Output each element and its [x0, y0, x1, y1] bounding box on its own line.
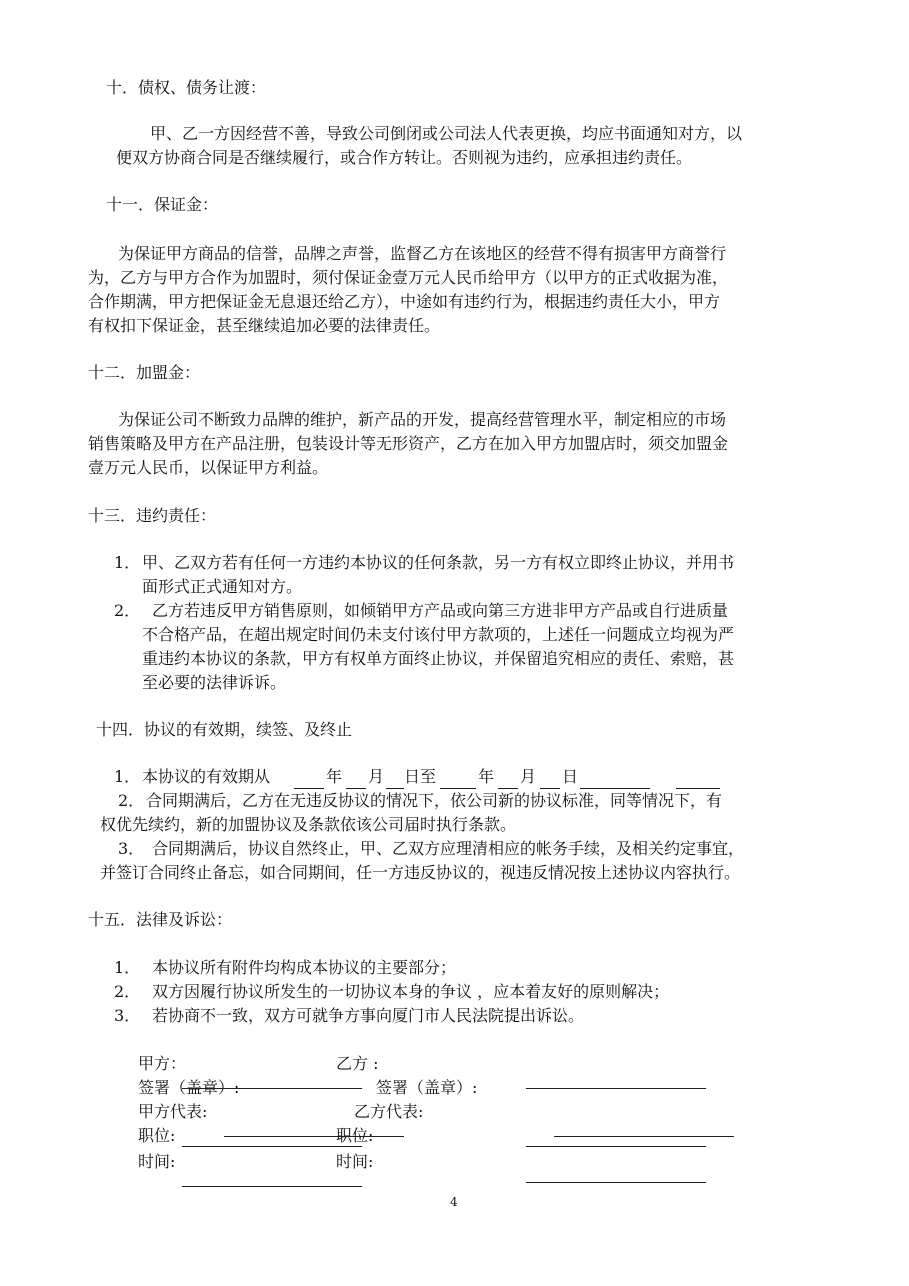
section-12-line-2: 销售策略及甲方在产品注册，包装设计等无形资产，乙方在加入甲方加盟店时，须交加盟金 — [88, 434, 729, 453]
party-b-time-label: 时间: — [336, 1152, 374, 1171]
section-14-item-2-line-1: 合同期满后，乙方在无违反协议的情况下，依公司新的协议标准，同等情况下，有 — [146, 791, 723, 810]
party-a-position-line — [224, 1136, 404, 1137]
section-10-line-2: 便双方协商合同是否继续履行，或合作方转让。否则视为违约，应承担违约责任。 — [116, 148, 693, 167]
section-14-item-2-number: 2． — [118, 791, 145, 810]
party-a-position-label: 职位: — [138, 1126, 176, 1145]
section-11-line-1: 为保证甲方商品的信誉，品牌之声誉，监督乙方在该地区的经营不得有损害甲方商誉行 — [118, 244, 727, 263]
section-13-item-2-line-4: 至必要的法律诉诉。 — [142, 673, 287, 692]
section-13-item-1-line-1: 甲、乙双方若有任何一方违约本协议的任何条款，另一方有权立即终止协议，并用书 — [142, 553, 735, 572]
section-13-item-1-line-2: 面形式正式通知对方。 — [142, 577, 303, 596]
party-b-sign-line — [526, 1088, 706, 1089]
section-15-item-1-number: 1． — [114, 958, 141, 977]
section-13-item-2-line-2: 不合格产品，在超出规定时间仍未支付该付甲方款项的，上述任一问题成立均视为严 — [142, 625, 735, 644]
section-14-item-2-line-2: 权优先续约，新的加盟协议及条款依该公司届时执行条款。 — [100, 815, 517, 834]
section-12-line-1: 为保证公司不断致力品牌的维护，新产品的开发，提高经营管理水平，制定相应的市场 — [118, 410, 727, 429]
section-14-heading: 十四．协议的有效期，续签、及终止 — [96, 720, 353, 739]
validity-month-2: 月 — [520, 767, 537, 786]
party-b-representative-line — [526, 1146, 706, 1147]
party-a-label: 甲方： — [138, 1054, 187, 1073]
party-a-sign-label: 签署（盖章）: — [138, 1078, 240, 1097]
validity-day-2: 日 — [562, 767, 579, 786]
section-14-item-1-number: 1． — [114, 767, 141, 786]
validity-year-1: 年 — [326, 767, 343, 786]
section-11-line-2: 为，乙方与甲方合作为加盟时，须付保证金壹万元人民币给甲方（以甲方的正式收据为准， — [88, 268, 729, 287]
party-b-position-line — [554, 1136, 734, 1137]
section-13-item-1-number: 1． — [114, 553, 141, 572]
party-b-label: 乙方 : — [336, 1054, 379, 1073]
party-a-time-label: 时间: — [138, 1152, 176, 1171]
party-a-representative-line — [182, 1146, 362, 1147]
party-b-representative-label: 乙方代表: — [354, 1102, 424, 1121]
page-number: 4 — [450, 1195, 458, 1209]
section-14-item-3-line-2: 并签订合同终止备忘，如合同期间，任一方违反协议的，视违反情况按上述协议内容执行。 — [100, 863, 741, 882]
section-15-item-3-text: 若协商不一致，双方可就争方事向厦门市人民法院提出诉讼。 — [152, 1006, 585, 1025]
section-15-item-1-text: 本协议所有附件均构成本协议的主要部分； — [152, 958, 457, 977]
section-15-item-2-text: 双方因履行协议所发生的一切协议本身的争议 ，应本着友好的原则解决； — [152, 982, 670, 1001]
section-13-item-2-line-1: 乙方若违反甲方销售原则，如倾销甲方产品或向第三方进非甲方产品或自行进质量 — [152, 601, 729, 620]
section-12-line-3: 壹万元人民币，以保证甲方利益。 — [88, 458, 329, 477]
party-b-sign-label: 签署（盖章）: — [376, 1078, 478, 1097]
section-10-heading: 十．债权、债务让渡： — [106, 78, 267, 97]
section-13-heading: 十三．违约责任： — [88, 506, 217, 525]
party-a-representative-label: 甲方代表: — [138, 1102, 208, 1121]
party-b-position-label: 职位: — [336, 1126, 374, 1145]
section-10-line-1: 甲、乙一方因经营不善，导致公司倒闭或公司法人代表更换，均应书面通知对方，以 — [150, 124, 743, 143]
section-14-item-3-number: 3． — [118, 839, 145, 858]
section-13-item-2-line-3: 重违约本协议的条款，甲方有权单方面终止协议，并保留追究相应的责任、索赔，甚 — [142, 649, 735, 668]
section-12-heading: 十二．加盟金： — [88, 363, 201, 382]
validity-from-label: 本协议的有效期从 — [142, 767, 271, 786]
section-15-item-2-number: 2． — [114, 982, 141, 1001]
section-15-item-3-number: 3． — [114, 1006, 141, 1025]
section-14-item-3-line-1: 合同期满后，协议自然终止，甲、乙双方应理清相应的帐务手续，及相关约定事宜， — [152, 839, 745, 858]
section-11-line-3: 合作期满，甲方把保证金无息退还给乙方），中途如有违约行为，根据违约责任大小，甲方 — [88, 292, 721, 311]
party-a-sign-line — [182, 1088, 362, 1089]
section-11-line-4: 有权扣下保证金，甚至继续追加必要的法律责任。 — [88, 316, 441, 335]
section-11-heading: 十一．保证金： — [106, 195, 219, 214]
party-b-time-line — [526, 1182, 706, 1183]
validity-month-1: 月 — [368, 767, 385, 786]
party-a-time-line — [182, 1186, 362, 1187]
section-15-heading: 十五．法律及诉讼： — [88, 910, 233, 929]
validity-year-2: 年 — [478, 767, 495, 786]
validity-day-to: 日至 — [404, 767, 437, 786]
section-13-item-2-number: 2． — [114, 601, 141, 620]
